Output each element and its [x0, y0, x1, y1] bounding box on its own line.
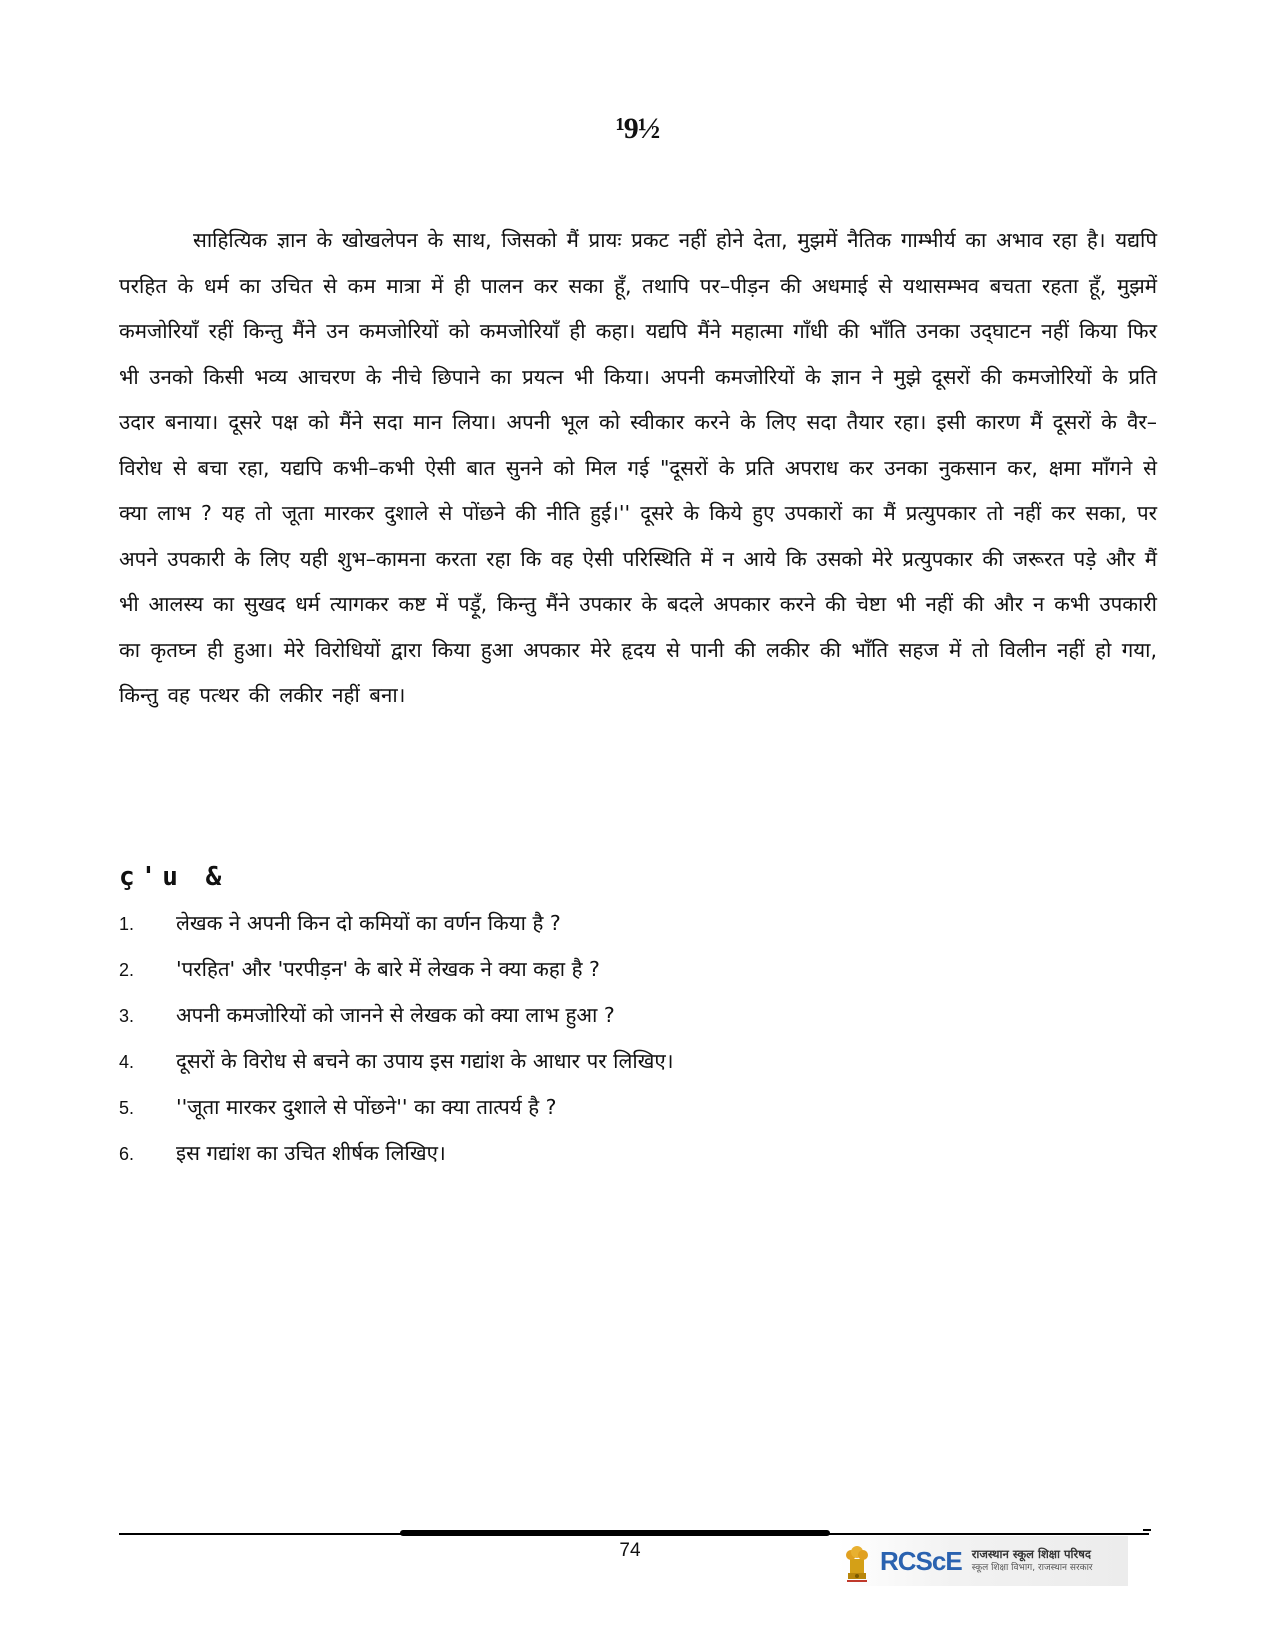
question-number: 3. [119, 1006, 135, 1026]
question-text: अपनी कमजोरियों को जानने से लेखक को क्या लाभ हुआ ? [176, 1003, 615, 1027]
question-item [119, 954, 1119, 1000]
question-number: 6. [119, 1144, 135, 1164]
national-emblem-icon [838, 1537, 876, 1585]
question-number: 4. [119, 1052, 135, 1072]
logo-subtitle: राजस्थान स्कूल शिक्षा परिषद [971, 1547, 1091, 1561]
footer-divider-thick [400, 1530, 830, 1536]
page-heading: ¹9½ [615, 112, 660, 145]
question-text: इस गद्यांश का उचित शीर्षक लिखिए। [176, 1141, 446, 1165]
logo-text: RCScE [880, 1545, 962, 1576]
question-number: 1. [119, 914, 135, 934]
question-item [119, 908, 1119, 954]
question-item [119, 1138, 1119, 1184]
question-text: ''जूता मारकर दुशाले से पोंछने'' का क्या तात्पर्य है ? [176, 1095, 557, 1119]
questions-heading: ç'u & [119, 862, 228, 892]
page-number: 74 [619, 1540, 641, 1561]
passage-text: साहित्यिक ज्ञान के खोखलेपन के साथ, जिसको मैं प्रायः प्रकट नहीं होने देता, मुझमें नैतिक गाम्भीर्य का अभाव रहा है। यद्यपि परहित के धर्म का उचित से कम मात्रा में ही पालन कर सका हूँ, तथापि पर–पीड़न की अधमाई से यथासम्भव बचता रहता हूँ, मुझमें कमजोरियाँ रहीं किन्तु मैंने उन कमजोरियों को कमजोरियाँ ही कहा। यद्यपि मैंने महात्मा गाँधी की भाँति उनका उद्‌घाटन नहीं किया फिर भी उनको किसी भव्य आचरण के नीचे छिपाने का प्रयत्न भी किया। अपनी कमजोरियों के ज्ञान ने मुझे दूसरों की कमजोरियों के प्रति उदार बनाया। दूसरे पक्ष को मैंने सदा मान लिया। अपनी भूल को स्वीकार करने के लिए सदा तैयार रहा। इसी कारण मैं दूसरों के वैर–विरोध से बचा रहा, यद्यपि कभी–कभी ऐसी बात सुनने को मिल गई "दूसरों के प्रति अपराध कर उनका नुकसान कर, क्षमा माँगने से क्या लाभ ? यह तो जूता मारकर दुशाले से पोंछने की नीति हुई।'' दूसरे के किये हुए उपकारों का मैं प्रत्युपकार तो नहीं कर सका, पर अपने उपकारी के लिए यही शुभ–कामना करता रहा कि वह ऐसी परिस्थिति में न आये कि उसको मेरे प्रत्युपकार की जरूरत पड़े और मैं भी आलस्य का सुखद धर्म त्यागकर कष्ट में पड़ूँ, किन्तु मैंने उपकार के बदले अपकार करने की चेष्टा भी नहीं की और न कभी उपकारी का कृतघ्न ही हुआ। मेरे विरोधियों द्वारा किया हुआ अपकार मेरे हृदय से पानी की लकीर की भाँति सहज में तो विलीन नहीं हो गया, किन्तु वह पत्थर की लकीर नहीं बना। [119, 228, 1157, 707]
questions-list [119, 908, 1119, 1184]
logo-subtitle-small: स्कूल शिक्षा विभाग, राजस्थान सरकार [971, 1563, 1093, 1573]
question-number: 5. [119, 1098, 135, 1118]
question-item [119, 1046, 1119, 1092]
question-item [119, 1000, 1119, 1046]
question-number: 2. [119, 960, 135, 980]
rcsce-logo [838, 1536, 1128, 1586]
footer-dash [1143, 1529, 1151, 1531]
question-item [119, 1092, 1119, 1138]
question-text: दूसरों के विरोध से बचने का उपाय इस गद्यांश के आधार पर लिखिए। [176, 1049, 674, 1073]
question-text: लेखक ने अपनी किन दो कमियों का वर्णन किया है ? [176, 911, 561, 935]
question-text: 'परहित' और 'परपीड़न' के बारे में लेखक ने क्या कहा है ? [176, 957, 600, 981]
